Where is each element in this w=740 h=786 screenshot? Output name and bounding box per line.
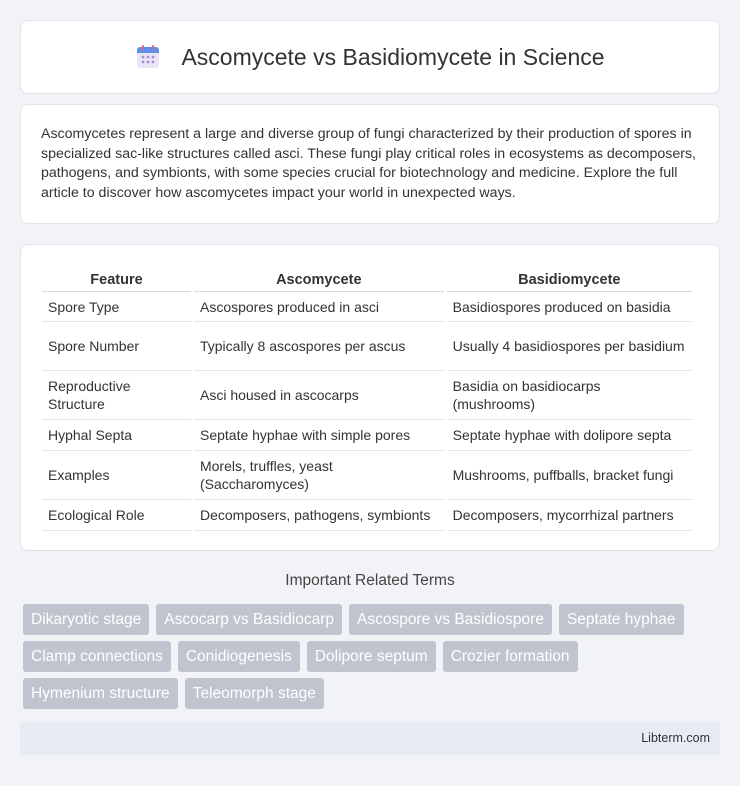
comparison-card [20, 244, 720, 551]
related-terms-title: Important Related Terms [285, 572, 455, 589]
tag-ascospore-vs-basidiospore[interactable]: Ascospore vs Basidiospore [349, 604, 552, 635]
table-row [42, 292, 692, 322]
footer [20, 722, 720, 755]
footer-site-link[interactable]: Libterm.com [641, 731, 710, 745]
table-row [42, 451, 692, 500]
table-cell: Mushrooms, puffballs, bracket fungi [447, 451, 692, 500]
header-card [20, 20, 720, 94]
table-cell: Basidia on basidiocarps (mushrooms) [447, 371, 692, 420]
tag-dolipore-septum[interactable]: Dolipore septum [307, 641, 436, 672]
header-basidiomycete: Basidiomycete [447, 265, 692, 292]
table-row [42, 420, 692, 451]
header-ascomycete: Ascomycete [194, 265, 444, 292]
table-cell: Examples [42, 451, 191, 500]
table-cell: Typically 8 ascospores per ascus [194, 322, 444, 371]
table-cell: Basidiospores produced on basidia [447, 292, 692, 322]
table-header-row [42, 265, 692, 292]
table-cell: Ecological Role [42, 500, 191, 531]
table-cell: Septate hyphae with simple pores [194, 420, 444, 451]
table-row [42, 371, 692, 420]
tag-row [23, 678, 723, 709]
title-wrap [135, 44, 604, 71]
tag-clamp-connections[interactable]: Clamp connections [23, 641, 171, 672]
table-cell: Asci housed in ascocarps [194, 371, 444, 420]
table-row [42, 322, 692, 371]
intro-text: Ascomycetes represent a large and diverse group of fungi characterized by their production of spores in specialized sac-like structures called asci. These fungi play critical roles in ecosystems as decomposers, pathogens, and symbionts, with some species crucial for biotechnology and medicine. Explore the full article to discover how ascomycetes impact your world in unexpected ways. [41, 126, 697, 201]
table-cell: Usually 4 basidiospores per basidium [447, 322, 692, 371]
table-cell: Spore Type [42, 292, 191, 322]
tag-crozier-formation[interactable]: Crozier formation [443, 641, 578, 672]
tag-conidiogenesis[interactable]: Conidiogenesis [178, 641, 300, 672]
tag-row [23, 641, 723, 672]
tag-septate-hyphae[interactable]: Septate hyphae [559, 604, 684, 635]
table-cell: Morels, truffles, yeast (Saccharomyces) [194, 451, 444, 500]
tag-teleomorph-stage[interactable]: Teleomorph stage [185, 678, 324, 709]
table-cell: Ascospores produced in asci [194, 292, 444, 322]
tag-row [23, 604, 723, 635]
tag-dikaryotic-stage[interactable]: Dikaryotic stage [23, 604, 149, 635]
page-title: Ascomycete vs Basidiomycete in Science [181, 43, 605, 70]
table-cell: Hyphal Septa [42, 420, 191, 451]
tag-hymenium-structure[interactable]: Hymenium structure [23, 678, 178, 709]
comparison-table [39, 265, 695, 531]
table-cell: Decomposers, mycorrhizal partners [447, 500, 692, 531]
table-row [42, 500, 692, 531]
intro-card [20, 104, 720, 224]
table-cell: Decomposers, pathogens, symbionts [194, 500, 444, 531]
calendar-icon [135, 44, 161, 70]
table-cell: Septate hyphae with dolipore septa [447, 420, 692, 451]
header-feature: Feature [42, 265, 191, 292]
table-cell: Spore Number [42, 322, 191, 371]
table-cell: Reproductive Structure [42, 371, 191, 420]
related-terms-list [23, 604, 723, 715]
tag-ascocarp-vs-basidiocarp[interactable]: Ascocarp vs Basidiocarp [156, 604, 342, 635]
